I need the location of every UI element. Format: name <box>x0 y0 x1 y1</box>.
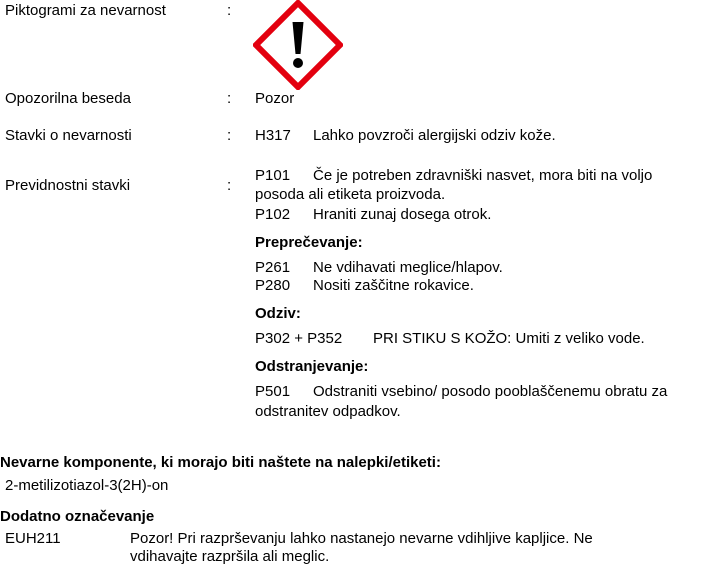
signal-word-value: Pozor <box>255 90 295 107</box>
p261-code: P261 <box>255 259 291 276</box>
p101-code: P101 <box>255 167 291 184</box>
additional-labelling-heading: Dodatno označevanje <box>0 508 155 525</box>
precautionary-label: Previdnostni stavki <box>5 177 131 194</box>
hazard-statements-colon: : <box>227 127 232 144</box>
pictograms-label: Piktogrami za nevarnost <box>5 2 166 19</box>
euh211-text-line2: vdihavajte razpršila ali meglic. <box>130 548 330 565</box>
p102-code: P102 <box>255 206 291 223</box>
exclamation-mark-ghs07-icon <box>253 0 343 90</box>
hazard-statements-label: Stavki o nevarnosti <box>5 127 132 144</box>
signal-word-label: Opozorilna beseda <box>5 90 131 107</box>
p501-code: P501 <box>255 383 291 400</box>
p302-p352-text: PRI STIKU S KOŽO: Umiti z veliko vode. <box>373 330 645 347</box>
euh211-text-line1: Pozor! Pri razprševanju lahko nastanejo nevarne vdihljive kapljice. Ne <box>130 530 593 547</box>
p280-code: P280 <box>255 277 291 294</box>
p101-text-line2: posoda ali etiketa proizvoda. <box>255 186 446 203</box>
h317-text: Lahko povzroči alergijski odziv kože. <box>313 127 556 144</box>
pictograms-colon: : <box>227 2 232 19</box>
p501-text-line1: Odstraniti vsebino/ posodo pooblaščenemu obratu za <box>313 383 668 400</box>
p261-text: Ne vdihavati meglice/hlapov. <box>313 259 503 276</box>
response-heading: Odziv: <box>255 305 301 322</box>
p102-text: Hraniti zunaj dosega otrok. <box>313 206 492 223</box>
p280-text: Nositi zaščitne rokavice. <box>313 277 474 294</box>
p302-p352-code: P302 + P352 <box>255 330 343 347</box>
signal-word-colon: : <box>227 90 232 107</box>
p101-text-line1: Če je potreben zdravniški nasvet, mora biti na voljo <box>313 167 653 184</box>
precautionary-colon: : <box>227 177 232 194</box>
label-component-value: 2-metilizotiazol-3(2H)-on <box>5 477 169 494</box>
disposal-heading: Odstranjevanje: <box>255 358 369 375</box>
p501-text-line2: odstranitev odpadkov. <box>255 403 401 420</box>
label-components-heading: Nevarne komponente, ki morajo biti naštete na nalepki/etiketi: <box>0 454 441 471</box>
euh211-code: EUH211 <box>5 530 61 547</box>
prevention-heading: Preprečevanje: <box>255 234 363 251</box>
h317-code: H317 <box>255 127 291 144</box>
